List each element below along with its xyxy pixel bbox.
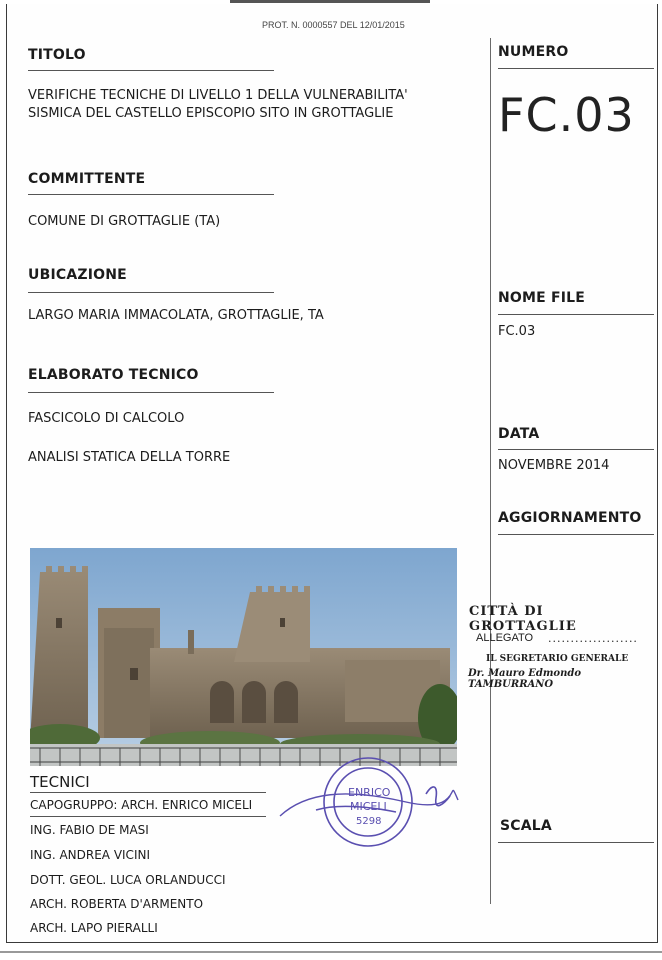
protocol-stamp: PROT. N. 0000557 DEL 12/01/2015 (262, 20, 405, 30)
titolo-line-2: SISMICA DEL CASTELLO EPISCOPIO SITO IN GROTTAGLIE (28, 106, 394, 121)
aggiornamento-rule (498, 534, 654, 535)
tecnici-member: ARCH. LAPO PIERALLI (30, 921, 158, 935)
tecnici-rule (30, 792, 266, 793)
data-rule (498, 449, 654, 450)
tecnici-member-rule (30, 816, 266, 817)
titolo-heading: TITOLO (28, 47, 86, 63)
scala-rule (498, 842, 654, 843)
titolo-rule (28, 70, 274, 71)
bottom-edge-line (0, 951, 662, 953)
nome-file-rule (498, 314, 654, 315)
nome-file-value: FC.03 (498, 324, 536, 339)
seal-line-2: MICELI (350, 800, 387, 813)
tecnici-member: CAPOGRUPPO: ARCH. ENRICO MICELI (30, 798, 253, 812)
ubicazione-value: LARGO MARIA IMMACOLATA, GROTTAGLIE, TA (28, 308, 324, 323)
stamp-dots: .................... (548, 632, 638, 645)
committente-rule (28, 194, 274, 195)
ubicazione-rule (28, 292, 274, 293)
committente-heading: COMMITTENTE (28, 171, 146, 187)
column-divider (490, 38, 491, 904)
elaborato-rule (28, 392, 274, 393)
castle-photo (30, 548, 457, 766)
committente-value: COMUNE DI GROTTAGLIE (TA) (28, 214, 221, 229)
ubicazione-heading: UBICAZIONE (28, 267, 127, 283)
numero-heading: NUMERO (498, 44, 569, 60)
scala-heading: SCALA (500, 818, 552, 834)
tecnici-member: ING. ANDREA VICINI (30, 848, 150, 862)
seal-line-1: ENRICO (348, 786, 391, 799)
nome-file-heading: NOME FILE (498, 290, 586, 306)
data-value: NOVEMBRE 2014 (498, 458, 610, 473)
tecnici-member: ARCH. ROBERTA D'ARMENTO (30, 897, 204, 911)
stamp-segretario: IL SEGRETARIO GENERALE (486, 654, 629, 664)
stamp-allegato: ALLEGATO (476, 632, 534, 644)
numero-value: FC.03 (498, 88, 635, 142)
seal-number: 5298 (356, 816, 382, 827)
data-heading: DATA (498, 426, 540, 442)
titolo-line-1: VERIFICHE TECNICHE DI LIVELLO 1 DELLA VULNERABILITA' (28, 88, 408, 103)
stamp-city: CITTÀ DI GROTTAGLIE (469, 604, 577, 634)
aggiornamento-heading: AGGIORNAMENTO (498, 510, 642, 526)
numero-rule (498, 68, 654, 69)
stamp-name: Dr. Mauro Edmondo TAMBURRANO (468, 668, 582, 690)
elaborato-heading: ELABORATO TECNICO (28, 367, 199, 383)
elaborato-line-1: FASCICOLO DI CALCOLO (28, 411, 185, 426)
elaborato-line-2: ANALISI STATICA DELLA TORRE (28, 450, 231, 465)
top-edge-line (230, 0, 430, 3)
tecnici-member: DOTT. GEOL. LUCA ORLANDUCCI (30, 873, 226, 887)
tecnici-heading: TECNICI (30, 773, 90, 791)
tecnici-member: ING. FABIO DE MASI (30, 823, 149, 837)
architect-seal (276, 752, 476, 852)
